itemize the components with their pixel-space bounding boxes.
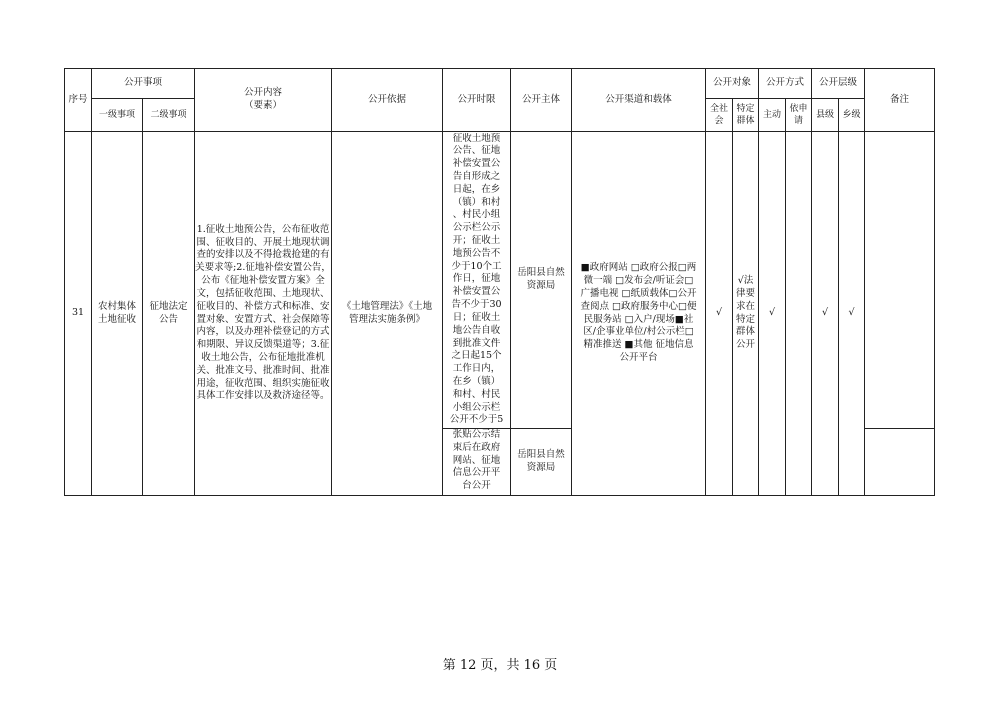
row-time-limit-1 — [443, 132, 511, 429]
row-method-apply — [786, 132, 812, 496]
row-level-town: √ — [839, 132, 865, 496]
header-subject: 公开主体 — [511, 69, 572, 132]
header-content: 公开内容 （要素） — [195, 69, 332, 132]
row-target-specific: √法 律要 求在 特定 群体 公开 — [733, 132, 759, 496]
header-remark: 备注 — [865, 69, 935, 132]
row-level-county: √ — [812, 132, 839, 496]
header-target-specific: 特定 群体 — [733, 99, 759, 132]
header-method-active: 主动 — [759, 99, 786, 132]
header-time-limit: 公开时限 — [443, 69, 511, 132]
page-footer: 第 12 页，共 16 页 — [442, 658, 558, 673]
header-level: 公开层级 — [812, 69, 865, 99]
row-level2: 征地法定 公告 — [143, 132, 195, 496]
disclosure-table — [64, 68, 935, 496]
header-channel: 公开渠道和载体 — [572, 69, 706, 132]
header-level-town: 乡级 — [839, 99, 865, 132]
row-basis: 《土地管理法》《土地 管理法实施条例》 — [332, 132, 443, 496]
header-level-county: 县级 — [812, 99, 839, 132]
header-target: 公开对象 — [706, 69, 759, 99]
row-target-all: √ — [706, 132, 733, 496]
row-remark — [865, 132, 935, 429]
header-method: 公开方式 — [759, 69, 812, 99]
row-subject-1: 岳阳县自然 资源局 — [511, 132, 572, 429]
header-basis: 公开依据 — [332, 69, 443, 132]
row-channel: ■政府网站 □政府公报□两 微一端 □发布会/听证会□ 广播电视 □纸质载体□公开 查阅点 □政府服务中心□便 民服务站 □入户/现场■社 区/企事业单位/村公示栏□ 精准推送 ■其他 征地信息 公开平台 — [572, 132, 706, 496]
row-remark-2 — [865, 429, 935, 496]
header-seq: 序号 — [65, 69, 92, 132]
row-time-limit-2: 张贴公示结 束后在政府 网站、征地 信息公开平 台公开 — [443, 429, 511, 496]
header-level2: 二级事项 — [143, 99, 195, 132]
header-method-apply: 依申 请 — [786, 99, 812, 132]
header-target-all: 全社 会 — [706, 99, 733, 132]
time-limit-1-text: 征收土地预 公告、征地 补偿安置公 告自形成之 日起，在乡 （镇）和村 、村民小组 公示栏公示 开；征收土 地预公告不 少于10个工 作日，征地 补偿安置公 告不少于30 日；征收土 地公告自收 到批准文件 之日起15个 工作日内， 在乡（镇） 和村、村民 小组公示栏 公开不少于5 — [449, 132, 504, 426]
header-item: 公开事项 — [92, 69, 195, 99]
row-level1: 农村集体 土地征收 — [92, 132, 143, 496]
header-level1: 一级事项 — [92, 99, 143, 132]
row-subject-2: 岳阳县自然 资源局 — [511, 429, 572, 496]
row-method-active: √ — [759, 132, 786, 496]
row-seq: 31 — [65, 132, 92, 496]
row-content: 1.征收土地预公告，公布征收范围、征收目的、开展土地现状调查的安排以及不得抢栽抢建的有关要求等;2.征地补偿安置公告，公布《征地补偿安置方案》全文，包括征收范围、土地现状、征收目的、补偿方式和标准、安置对象、安置方式、社会保障等内容，以及办理补偿登记的方式和期限、异议反馈渠道等；3.征收土地公告，公布征地批准机关、批准文号、批准时间、批准用途，征收范围、组织实施征收具体工作安排以及救济途径等。 — [195, 132, 332, 496]
